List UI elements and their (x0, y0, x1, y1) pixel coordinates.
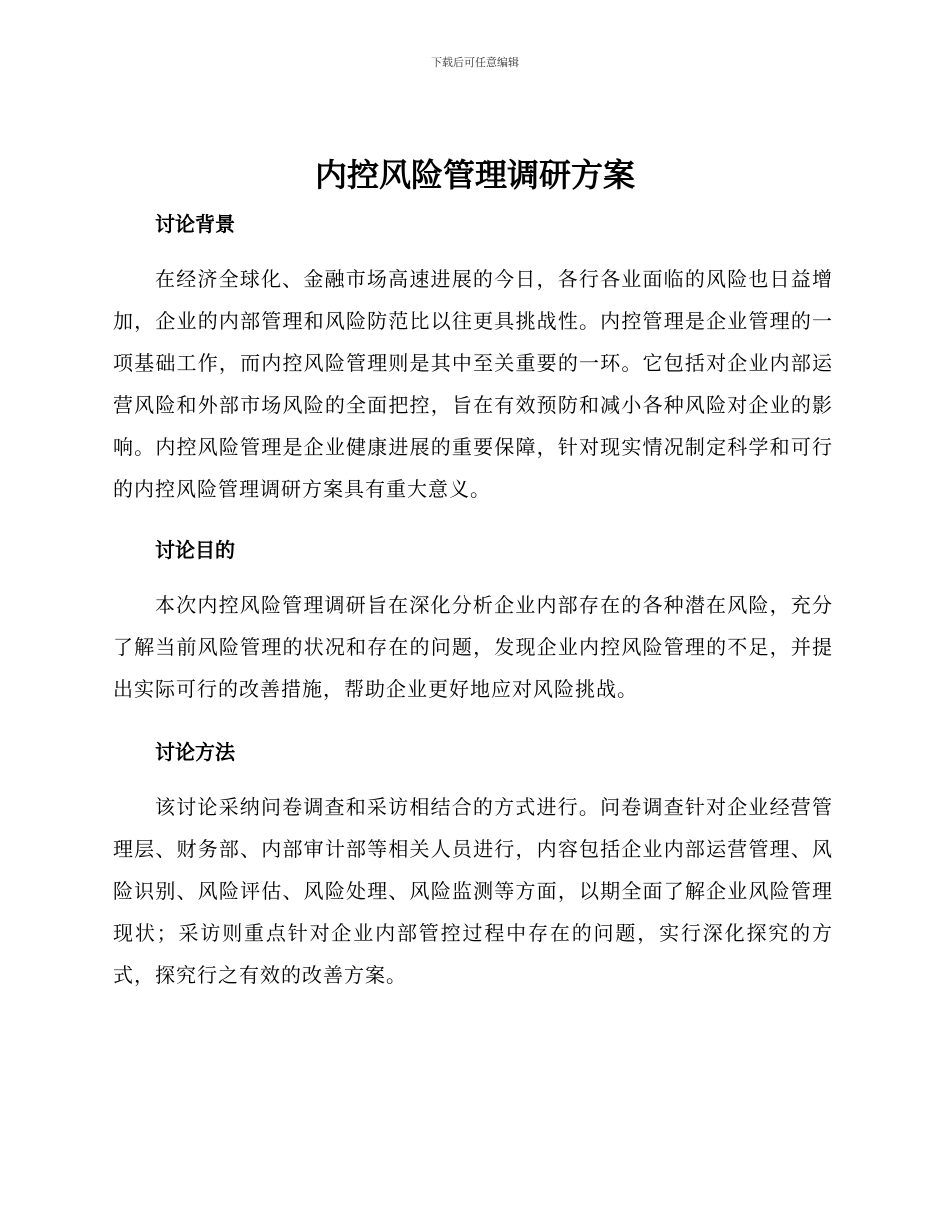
section-heading-purpose: 讨论目的 (155, 538, 235, 562)
section-paragraph-background: 在经济全球化、金融市场高速进展的今日，各行各业面临的风险也日益增加，企业的内部管理和风险防范比以往更具挑战性。内控管理是企业管理的一项基础工作，而内控风险管理则是其中至关重要的一环。它包括对企业内部运营风险和外部市场风险的全面把控，旨在有效预防和减小各种风险对企业的影响。内控风险管理是企业健康进展的重要保障，针对现实情况制定科学和可行的内控风险管理调研方案具有重大意义。 (113, 267, 833, 501)
page-header-note: 下载后可任意编辑 (431, 56, 519, 69)
document-body (113, 200, 833, 996)
section-heading-background: 讨论背景 (155, 212, 235, 236)
document-title: 内控风险管理调研方案 (314, 156, 635, 194)
section-paragraph-purpose: 本次内控风险管理调研旨在深化分析企业内部存在的各种潜在风险，充分了解当前风险管理的状况和存在的问题，发现企业内控风险管理的不足，并提出实际可行的改善措施，帮助企业更好地应对风险挑战。 (113, 593, 833, 701)
section-heading-method: 讨论方法 (155, 740, 235, 764)
section-paragraph-method: 该讨论采纳问卷调查和采访相结合的方式进行。问卷调查针对企业经营管理层、财务部、内部审计部等相关人员进行，内容包括企业内部运营管理、风险识别、风险评估、风险处理、风险监测等方面，以期全面了解企业风险管理现状；采访则重点针对企业内部管控过程中存在的问题，实行深化探究的方式，探究行之有效的改善方案。 (113, 795, 833, 987)
